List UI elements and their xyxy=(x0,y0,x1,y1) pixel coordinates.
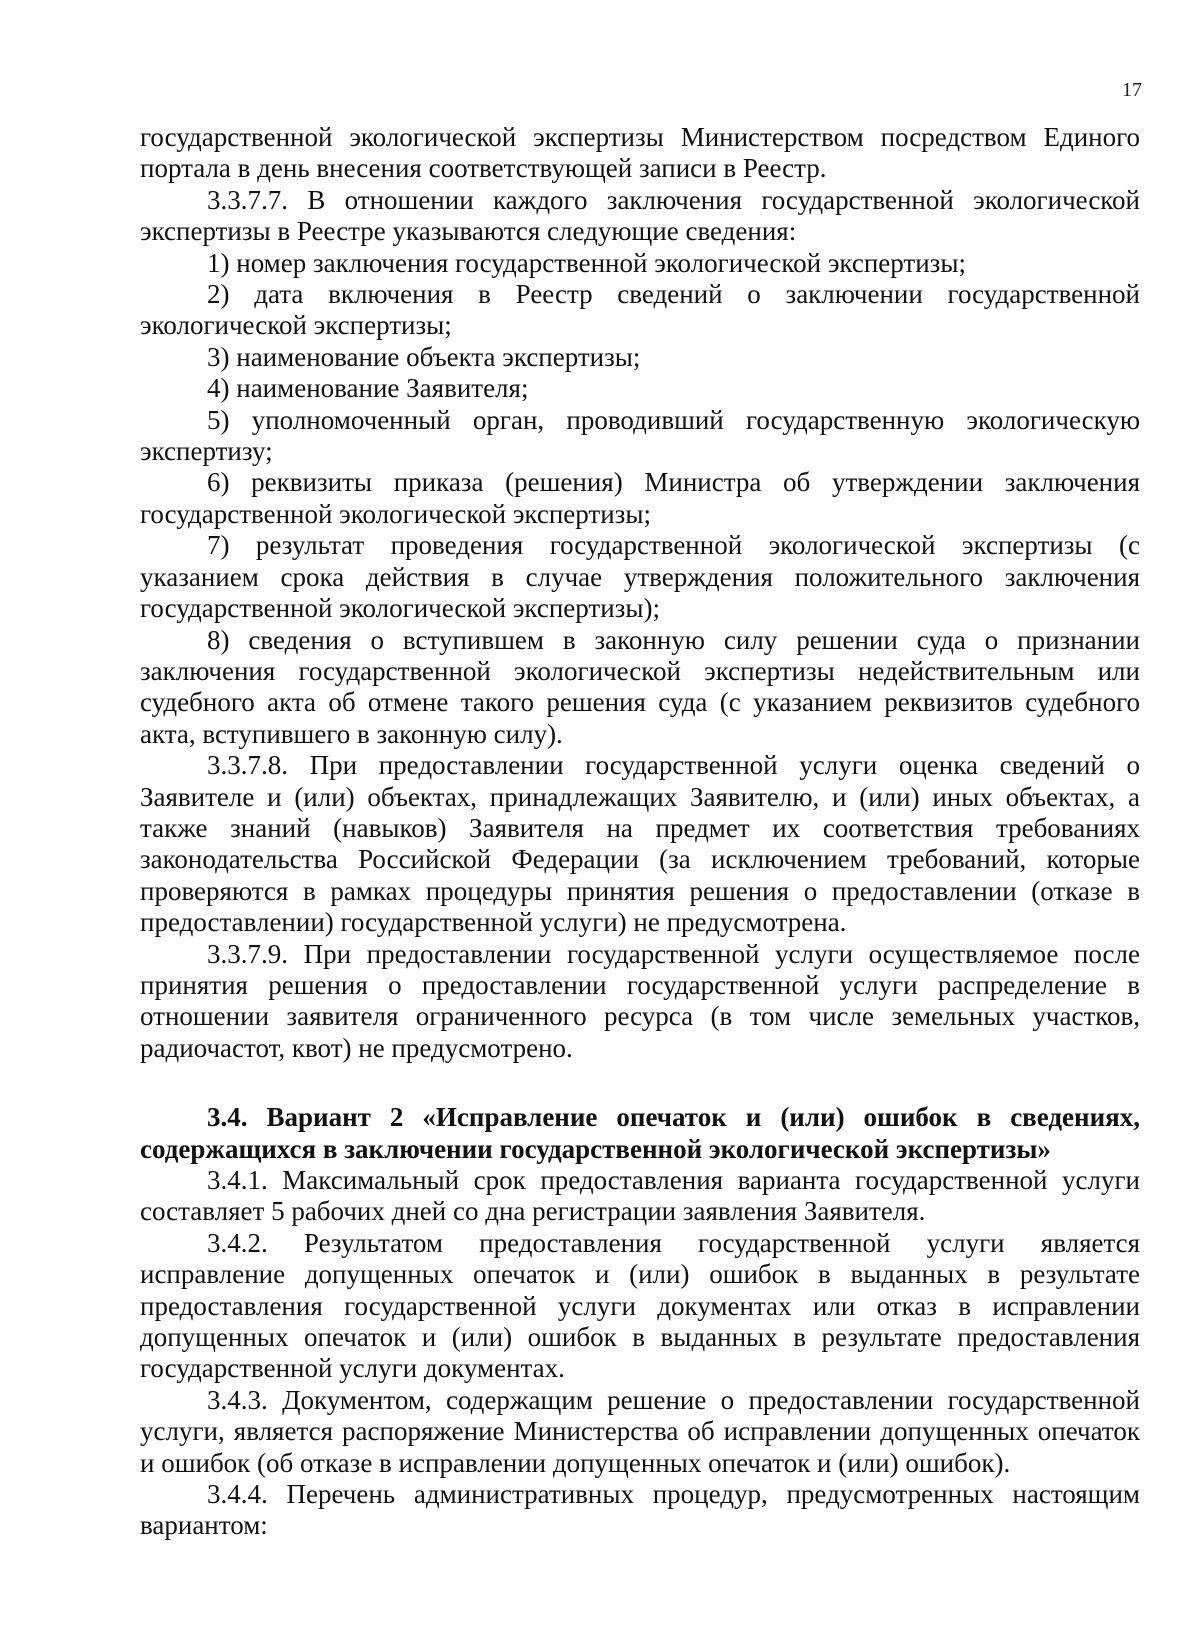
paragraph: 3.4.3. Документом, содержащим решение о предоставлении государственной услуги, является распоряжение Министерства об исправлении допущенных опечаток и ошибок (об отказе в исправлении допущенных опечаток и (или) ошибок). xyxy=(140,1384,1140,1478)
document-body xyxy=(140,122,1140,1542)
list-item: 5) уполномоченный орган, проводивший государственную экологическую экспертизу; xyxy=(140,404,1140,467)
paragraph: государственной экологической экспертизы Министерством посредством Единого портала в день внесения соответствующей записи в Реестр. xyxy=(140,122,1140,184)
paragraph: 3.4.2. Результатом предоставления государственной услуги является исправление допущенных опечаток и (или) ошибок в выданных в результате предоставления государственной услуги документах или отказ в исправлении допущенных опечаток и (или) ошибок в выданных в результате предоставления государственной услуги документах. xyxy=(140,1227,1140,1384)
list-item: 8) сведения о вступившем в законную силу решении суда о признании заключения государственной экологической экспертизы недействительным или судебного акта об отмене такого решения суда (с указанием реквизитов судебного акта, вступившего в законную силу). xyxy=(140,624,1140,749)
paragraph: 3.4.1. Максимальный срок предоставления варианта государственной услуги составляет 5 рабочих дней со дна регистрации заявления Заявителя. xyxy=(140,1165,1140,1227)
list-item: 3) наименование объекта экспертизы; xyxy=(207,341,641,372)
paragraph: 3.3.7.7. В отношении каждого заключения государственной экологической экспертизы в Реестре указываются следующие сведения: xyxy=(140,184,1140,247)
paragraph: 3.3.7.8. При предоставлении государственной услуги оценка сведений о Заявителе и (или) объектах, принадлежащих Заявителю, и (или) иных объектах, а также знаний (навыков) Заявителя на предмет их соответствия требованиях законодательства Российской Федерации (за исключением требований, которые проверяются в рамках процедуры принятия решения о предоставлении (отказе в предоставлении) государственной услуги) не предусмотрена. xyxy=(140,750,1140,938)
list-item: 2) дата включения в Реестр сведений о заключении государственной экологической экспертизы; xyxy=(140,279,1140,341)
list-item: 4) наименование Заявителя; xyxy=(207,373,529,404)
list-item: 1) номер заключения государственной экологической экспертизы; xyxy=(207,247,966,278)
paragraph: 3.3.7.9. При предоставлении государственной услуги осуществляемое после принятия решения о предоставлении государственной услуги распределение в отношении заявителя ограниченного ресурса (в том числе земельных участков, радиочастот, квот) не предусмотрено. xyxy=(140,938,1140,1063)
list-item: 7) результат проведения государственной экологической экспертизы (с указанием срока действия в случае утверждения положительного заключения государственной экологической экспертизы); xyxy=(140,530,1140,624)
paragraph: 3.4.4. Перечень административных процедур, предусмотренных настоящим вариантом: xyxy=(140,1479,1140,1541)
page-number: 17 xyxy=(1122,79,1142,101)
list-item: 6) реквизиты приказа (решения) Министра об утверждении заключения государственной экологической экспертизы; xyxy=(140,467,1140,529)
section-heading: 3.4. Вариант 2 «Исправление опечаток и (или) ошибок в сведениях, содержащихся в заключении государственной экологической экспертизы» xyxy=(140,1102,1140,1164)
